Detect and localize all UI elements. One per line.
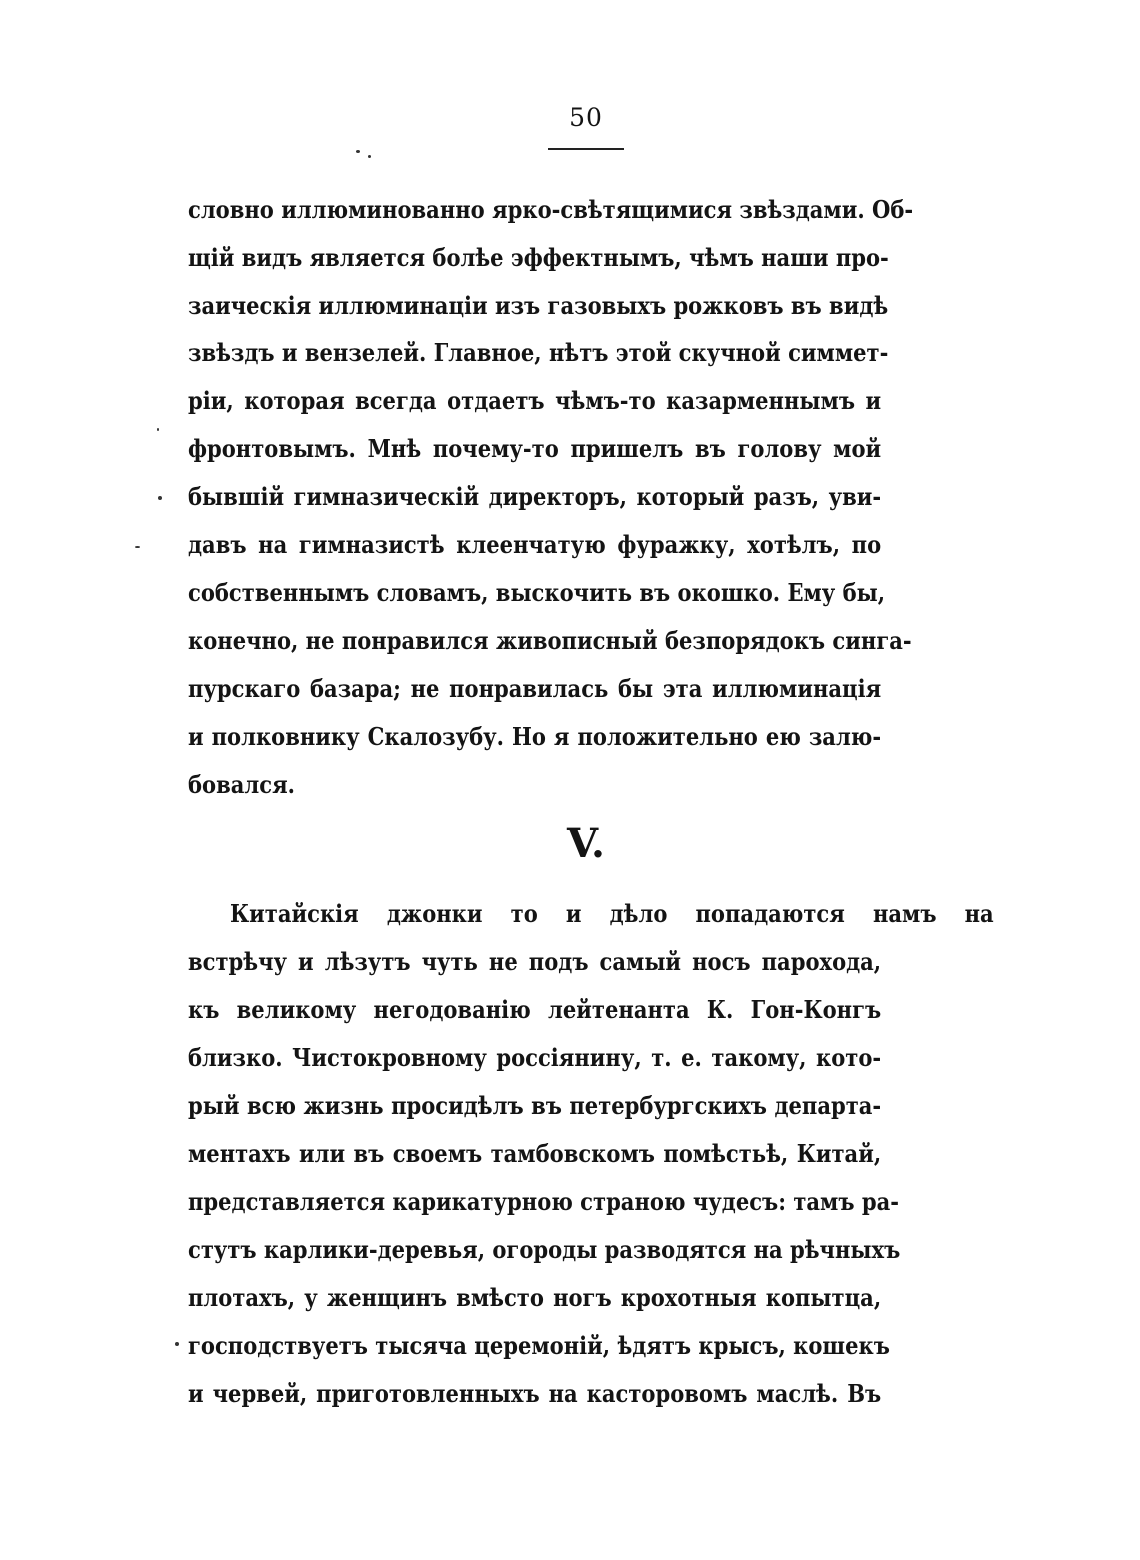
text-line: стутъ карлики-деревья, огороды разводятся на рѣчныхъ — [188, 1235, 901, 1264]
text-line: плотахъ, у женщинъ вмѣсто ногъ крохотныя копытца, — [188, 1283, 882, 1312]
text-line: ментахъ или въ своемъ тамбовскомъ помѣстьѣ, Китай, — [188, 1139, 882, 1168]
text-line: и полковнику Скалозубу. Но я положительно ею залю- — [188, 722, 882, 751]
chapter-heading: V. — [567, 820, 605, 867]
text-line: звѣздъ и вензелей. Главное, нѣтъ этой скучной симмет- — [188, 338, 889, 367]
text-line: рый всю жизнь просидѣлъ въ петербургскихъ департа- — [188, 1091, 882, 1120]
text-line: господствуетъ тысяча церемоній, ѣдятъ крысъ, кошекъ — [188, 1331, 890, 1360]
text-line: конечно, не понравился живописный безпорядокъ синга- — [188, 626, 912, 655]
text-line: щій видъ является болѣе эффектнымъ, чѣмъ наши про- — [188, 243, 889, 272]
text-line: давъ на гимназистѣ клеенчатую фуражку, хотѣлъ, по — [188, 530, 882, 559]
text-line: встрѣчу и лѣзутъ чуть не подъ самый носъ парохода, — [188, 947, 882, 976]
text-line: и червей, приготовленныхъ на касторовомъ маслѣ. Въ — [188, 1379, 882, 1408]
text-line: заическія иллюминаціи изъ газовыхъ рожковъ въ видѣ — [188, 291, 889, 320]
page-number-rule — [548, 148, 624, 150]
scan-speck — [157, 428, 159, 431]
text-line: близко. Чистокровному россіянину, т. е. такому, кото- — [188, 1043, 882, 1072]
text-line: словно иллюминованно ярко-свѣтящимися звѣздами. Об- — [188, 195, 914, 224]
scan-speck — [135, 546, 140, 548]
scan-speck — [158, 496, 162, 500]
text-line: пурскаго базара; не понравилась бы эта иллюминація — [188, 674, 882, 703]
scan-speck — [368, 155, 371, 158]
text-line: ріи, которая всегда отдаетъ чѣмъ-то казарменнымъ и — [188, 386, 882, 415]
text-line: собственнымъ словамъ, выскочить въ окошко. Ему бы, — [188, 578, 886, 607]
text-line: бовался. — [188, 770, 295, 799]
scan-speck — [175, 1342, 179, 1346]
text-line: Китайскія джонки то и дѣло попадаются намъ на — [230, 899, 994, 928]
page-number: 50 — [569, 103, 603, 132]
text-line: къ великому негодованію лейтенанта К. Гон-Конгъ — [188, 995, 882, 1024]
text-line: бывшій гимназическій директоръ, который разъ, уви- — [188, 482, 882, 511]
text-line: представляется карикатурною страною чудесъ: тамъ ра- — [188, 1187, 899, 1216]
text-line: фронтовымъ. Мнѣ почему-то пришелъ въ голову мой — [188, 434, 882, 463]
scan-speck — [356, 150, 360, 153]
